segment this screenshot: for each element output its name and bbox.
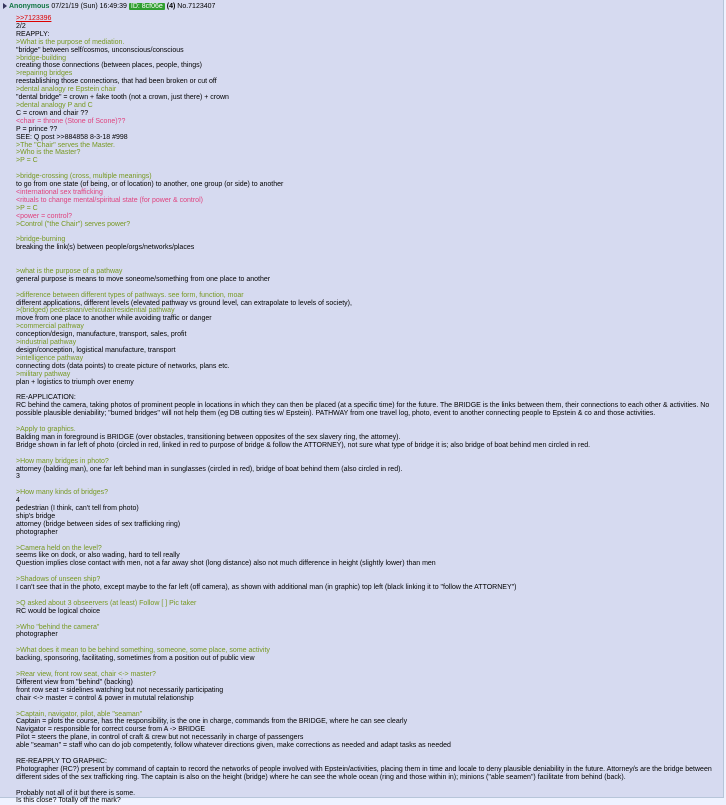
- post-line: conception/design, manufacture, transport, sales, profit: [16, 331, 187, 339]
- greentext-line: >bridge-burning: [16, 236, 66, 244]
- post-line: different sides of the sex trafficking ring. The captain is also on the height (bridge) where he can see the whole ocean (ring and those within in); minions ("able seamen") facilitate from behind (back).: [16, 773, 626, 781]
- pinktext-line: <chair = throne (Stone of Scone)??: [16, 117, 126, 125]
- blank-line: [16, 450, 718, 458]
- post-menu-arrow-icon[interactable]: [3, 3, 7, 9]
- post-line: reestablishing those connections, that had been broken or cut off: [16, 78, 217, 86]
- poster-name: Anonymous: [9, 3, 50, 10]
- greentext-line: >dental analogy re Epstein chair: [16, 86, 117, 94]
- blank-line: [16, 639, 718, 647]
- pinktext-line: <rituals to change mental/spiritual state (for power & control): [16, 196, 203, 204]
- post-line: 3: [16, 473, 20, 481]
- greentext-line: >military pathway: [16, 370, 71, 378]
- greentext-line: >Rear view, front row seat, chair <-> master?: [16, 670, 156, 678]
- post-line: front row seat = sidelines watching but not necessarily participating: [16, 686, 224, 694]
- post-number[interactable]: No.7123407: [177, 3, 216, 10]
- post-line: attorney (bridge between sides of sex trafficking ring): [16, 520, 181, 528]
- post-line: RE-APPLICATION:: [16, 394, 76, 402]
- greentext-line: >How many bridges in photo?: [16, 457, 109, 465]
- post-line: breaking the link(s) between people/orgs/networks/places: [16, 244, 195, 252]
- greentext-line: >bridge-crossing (cross, multiple meanings): [16, 173, 152, 181]
- greentext-line: >Q asked about 3 obseervers (at least) Follow [ ] Pic taker: [16, 599, 197, 607]
- post-line: C = crown and chair ??: [16, 109, 89, 117]
- post-line: Photographer (RC?) present by command of captain to record the networks of people involved with Epstein/activities, placing them in time and locale to deny plausible deniability in the future. Attorney/s are the bridge between: [16, 765, 712, 773]
- post-header: [3, 2, 215, 12]
- post-line: 4: [16, 497, 20, 505]
- blank-line: [16, 782, 718, 790]
- pinktext-line: <power = control?: [16, 212, 73, 220]
- greentext-line: >Captain, navigator, pilot, able "seaman": [16, 710, 143, 718]
- post-line: ship's bridge: [16, 512, 56, 520]
- post-line: I can't see that in the photo, except maybe to the far left (off camera), as shown with additional man (in graphic) top left (black linking it to "follow the ATTORNEY"): [16, 584, 517, 592]
- post-line: design/conception, logistical manufacture, transport: [16, 346, 176, 354]
- greentext-line: >intelligence pathway: [16, 354, 84, 362]
- greentext-line: >industrial pathway: [16, 339, 77, 347]
- greentext-line: >Who "behind the camera": [16, 623, 100, 631]
- post-line: Pilot = steers the plane, in control of craft & crew but not necessarily in charge of passengers: [16, 734, 304, 742]
- greentext-line: >What does it mean to be behind something, someone, some place, some activity: [16, 647, 270, 655]
- post-line: "bridge" between self/cosmos, unconscious/conscious: [16, 46, 184, 54]
- post-line: Question implies close contact with men, not a far away shot (long distance) also not much difference in height (slightly lower) than men: [16, 560, 436, 568]
- greentext-line: >repairing bridges: [16, 70, 73, 78]
- post-body: [16, 15, 718, 805]
- blank-line: [16, 750, 718, 758]
- greentext-line: >Who is the Master?: [16, 149, 81, 157]
- post-line: Balding man in foreground is BRIDGE (over obstacles, transitioning between opposites of the sex slavery ring, the attorney).: [16, 433, 401, 441]
- greentext-line: >How many kinds of bridges?: [16, 489, 109, 497]
- blank-line: [16, 703, 718, 711]
- post-line: backing, sponsoring, facilitating, sometimes from a position out of public view: [16, 655, 255, 663]
- greentext-line: >bridge-building: [16, 54, 67, 62]
- greentext-line: >The "Chair" serves the Master.: [16, 141, 115, 149]
- post-line: photographer: [16, 528, 58, 536]
- post-line: REAPPLY:: [16, 30, 50, 38]
- greentext-line: >What is the purpose of mediation.: [16, 38, 125, 46]
- post-line: creating those connections (between places, people, things): [16, 62, 203, 70]
- greentext-line: >P = C: [16, 157, 38, 165]
- post-line: "dental bridge" = crown + fake tooth (not a crown, just there) + crown: [16, 94, 229, 102]
- greentext-line: >dental analogy P and C: [16, 101, 93, 109]
- post-line: move from one place to another while avoiding traffic or danger: [16, 315, 212, 323]
- blank-line: [16, 481, 718, 489]
- post-line: RC would be logical choice: [16, 607, 101, 615]
- poster-id-badge[interactable]: ID: 8cf06e: [130, 3, 163, 10]
- blank-line: [16, 616, 718, 624]
- post-line: photographer: [16, 631, 58, 639]
- post-line: [16, 15, 718, 23]
- greentext-line: >commercial pathway: [16, 323, 84, 331]
- greentext-line: >Apply to graphics.: [16, 426, 76, 434]
- blank-line: [16, 387, 718, 395]
- blank-line: [16, 228, 718, 236]
- greentext-line: >Shadows of unseen ship?: [16, 576, 101, 584]
- post-line: RE-REAPPLY TO GRAPHIC:: [16, 757, 107, 765]
- blank-line: [16, 284, 718, 292]
- post-line: Different view from "behind" (backing): [16, 678, 133, 686]
- post-line: P = prince ??: [16, 125, 58, 133]
- post-line: pedestrian (I think, can't tell from photo): [16, 505, 139, 513]
- blank-line: [16, 165, 718, 173]
- blank-line: [16, 260, 718, 268]
- greentext-line: >(bridged) pedestrian/vehicular/residential pathway: [16, 307, 175, 315]
- post-line: chair <-> master = control & power in mututal relationship: [16, 694, 194, 702]
- greentext-line: >Camera held on the level?: [16, 544, 102, 552]
- post-line: Captain = plots the course, has the responsibility, is the one in charge, commands from the BRIDGE, where he can see clearly: [16, 718, 408, 726]
- pinktext-line: <international sex trafficking: [16, 188, 103, 196]
- blank-line: [16, 568, 718, 576]
- blank-line: [16, 537, 718, 545]
- post-line: RC behind the camera, taking photos of prominent people in locations in which they can then be placed (at a specific time) for the future. The BRIDGE is the links between them, their connections to each other & activities. No: [16, 402, 710, 410]
- greentext-line: >Control ("the Chair") serves power?: [16, 220, 131, 228]
- post-line: different applications, different levels (elevated pathway vs ground level, can extrapolate to levels of society),: [16, 299, 352, 307]
- post-line: SEE: Q post >>884858 8-3-18 #998: [16, 133, 128, 141]
- blank-line: [16, 252, 718, 260]
- post-line: connecting dots (data points) to create picture of networks, plans etc.: [16, 362, 230, 370]
- greentext-line: >what is the purpose of a pathway: [16, 267, 123, 275]
- blank-line: [16, 418, 718, 426]
- quote-link[interactable]: >>7123396: [16, 15, 52, 22]
- post-line: attorney (balding man), one far left behind man in sunglasses (circled in red), bridge of boat behind them (also circled in red).: [16, 465, 403, 473]
- blank-line: [16, 663, 718, 671]
- post-line: general purpose is means to move soneome/something from one place to another: [16, 275, 271, 283]
- post-line: Bridge shown in far left of photo (circled in red, linked in red to purpose of bridge & follow the ATTORNEY), not sure what type of bridge it is; also bridge of boat behind men circled in red.: [16, 441, 591, 449]
- post-datetime: 07/21/19 (Sun) 16:49:39: [51, 3, 127, 10]
- post-line: Probably not all of it but there is some.: [16, 789, 136, 797]
- post-line: Navigator = responsible for correct course from A -> BRIDGE: [16, 726, 206, 734]
- greentext-line: >difference between different types of pathways. see form, function, moar: [16, 291, 244, 299]
- greentext-line: >P = C: [16, 204, 38, 212]
- post-line: plan + logistics to triumph over enemy: [16, 378, 134, 386]
- post-line: 2/2: [16, 22, 26, 30]
- post-line: Is this close? Totally off the mark?: [16, 797, 121, 805]
- post-line: seems like on dock, or also wading, hard to tell really: [16, 552, 180, 560]
- post-line: possible plausible deniability; "burned bridges" will not help them (eg DB cutting ties w/ Epstein). PATHWAY from one travel log, photo, event to another connecting people to Epstein & co and those activities.: [16, 410, 656, 418]
- post-line: to go from one state (of being, or of location) to another, one group (or side) to another: [16, 181, 284, 189]
- id-post-count: (4): [166, 3, 176, 10]
- blank-line: [16, 592, 718, 600]
- post-line: able "seaman" = staff who can do job competently, follow whatever directions given, make corrections as needed and adapt tasks as needed: [16, 742, 451, 750]
